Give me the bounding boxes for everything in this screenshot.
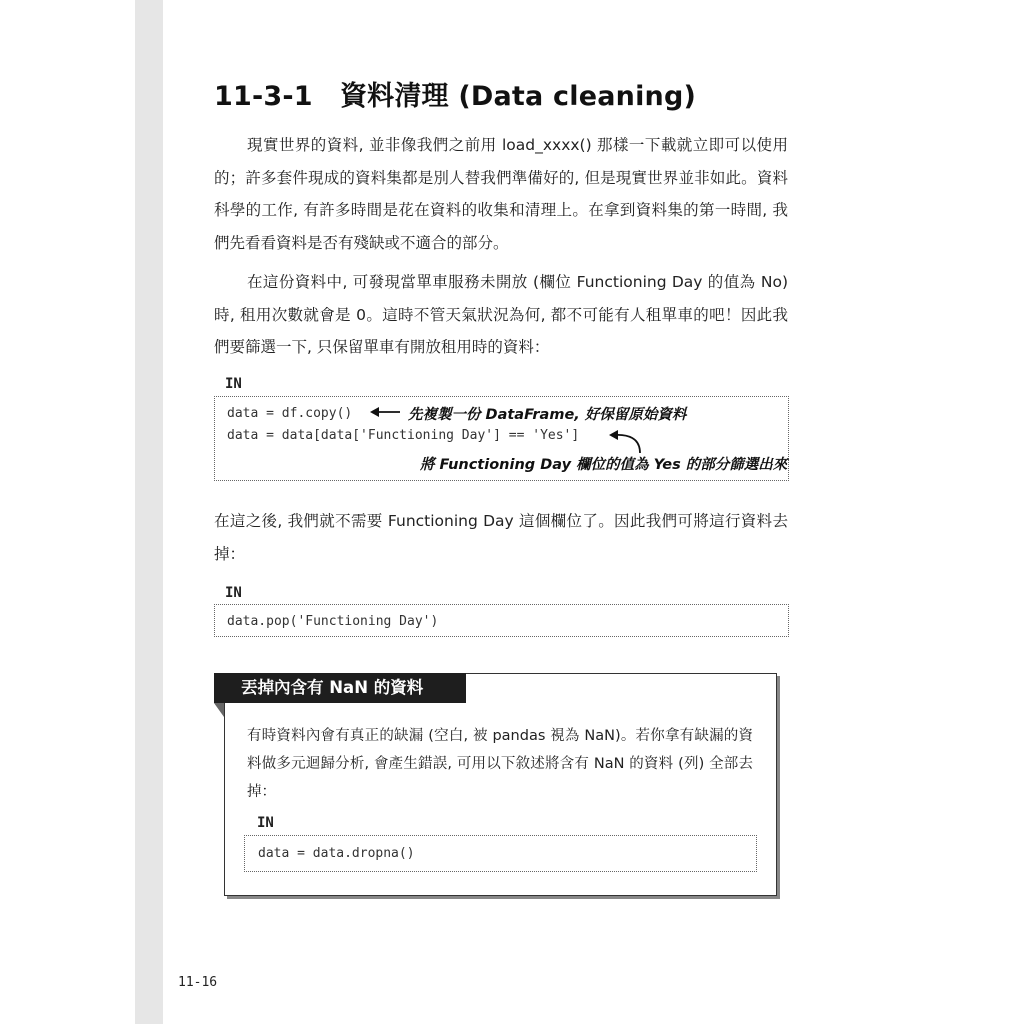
code-line: data = df.copy() bbox=[227, 406, 353, 421]
sidebar-text: 有時資料內會有真正的缺漏 (空白, 被 pandas 視為 NaN)。若你拿有缺漏的資料做多元迴歸分析, 會產生錯誤, 可用以下敘述將含有 NaN 的資料 (列) 全部去掉： bbox=[247, 728, 753, 800]
code-line: data = data.dropna() bbox=[258, 846, 415, 861]
sidebar-title: 丟掉內含有 NaN 的資料 bbox=[214, 673, 466, 703]
page-binding-strip bbox=[135, 0, 163, 1024]
annotation-curved-arrow-icon bbox=[606, 426, 646, 456]
paragraph-filter: 在這份資料中, 可發現當單車服務未開放 (欄位 Functioning Day 的值為 No) 時, 租用次數就會是 0。這時不管天氣狀況為何, 都不可能有人租單車的吧！因此我們要篩選一下, 只保留單車有開放租用時的資料： bbox=[214, 273, 788, 356]
annotation-arrow-icon bbox=[368, 404, 402, 420]
sidebar-tab-fold bbox=[214, 703, 224, 717]
code-input-label: IN bbox=[225, 585, 242, 601]
annotation-copy-note: 先複製一份 DataFrame, 好保留原始資料 bbox=[408, 407, 687, 423]
code-input-label: IN bbox=[225, 376, 242, 392]
annotation-filter-note: 將 Functioning Day 欄位的值為 Yes 的部分篩選出來 bbox=[420, 457, 788, 473]
code-line: data = data[data['Functioning Day'] == 'Yes'] bbox=[227, 428, 580, 443]
paragraph-drop-column: 在這之後, 我們就不需要 Functioning Day 這個欄位了。因此我們可將這行資料去掉： bbox=[214, 512, 788, 563]
code-input-label: IN bbox=[257, 815, 274, 831]
section-heading: 11-3-1 資料清理 (Data cleaning) bbox=[214, 81, 697, 112]
page-number: 11-16 bbox=[178, 975, 218, 990]
paragraph-intro: 現實世界的資料, 並非像我們之前用 load_xxxx() 那樣一下載就立即可以使用的；許多套件現成的資料集都是別人替我們準備好的, 但是現實世界並非如此。資料科學的工作, 有許多時間是花在資料的收集和清理上。在拿到資料集的第一時間, 我們先看看資料是否有殘缺或不適合的部分。 bbox=[214, 136, 788, 252]
code-line: data.pop('Functioning Day') bbox=[227, 614, 439, 629]
